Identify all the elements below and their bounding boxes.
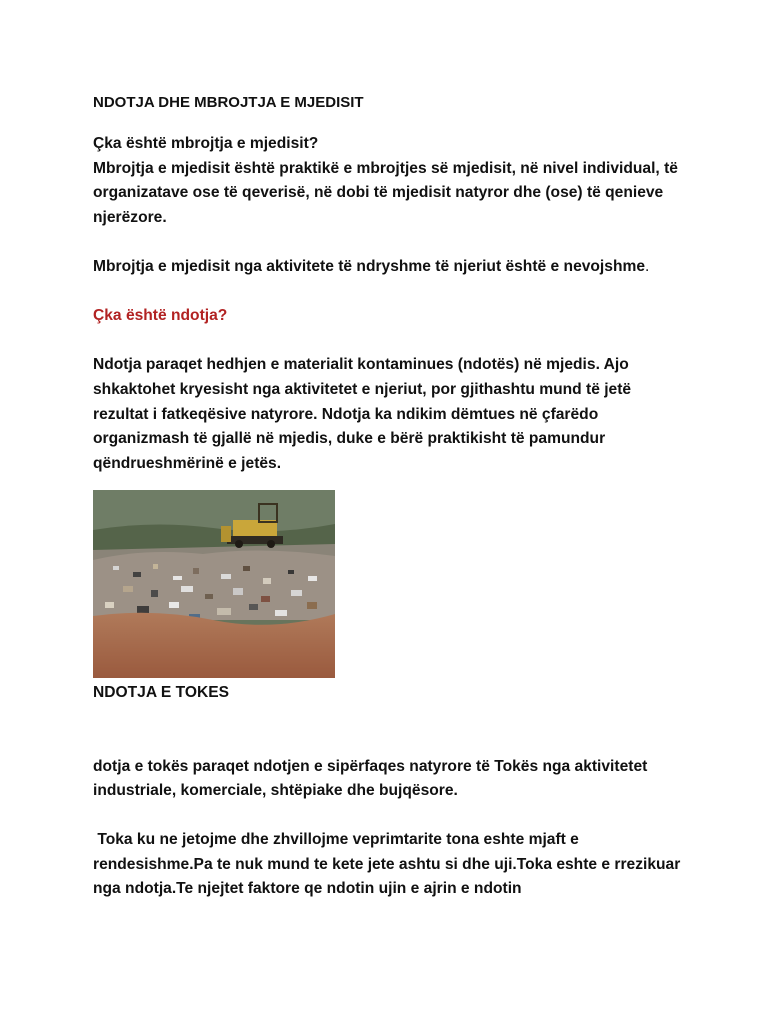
question-environment-protection: Çka është mbrojtja e mjedisit? [93,135,319,152]
paragraph-soil-pollution: dotja e tokës paraqet ndotjen e sipërfaqes natyrore të Tokës nga aktivitetet industriale, komerciale, shtëpiake dhe bujqësore. [93,757,648,800]
paragraph-pollution-definition: Ndotja paraqet hedhjen e materialit kontaminues (ndotës) në mjedis. Ajo shkaktohet kryesisht nga aktivitetet e njeriut, por gjithashtu mund të jetë rezultat i fatkeqësive natyrore. Ndotja ka ndikim dëmtues në çfarëdo organizmash të gjallë në mjedis, duke e bërë praktikisht të pamundur qëndrueshmërinë e jetës. [93,356,632,472]
spacer [93,705,683,730]
paragraph-necessity [93,255,683,280]
section-heading-soil-pollution: NDOTJA E TOKES [93,684,230,702]
question-pollution: Çka është ndotja? [93,307,228,325]
landfill-photo [93,490,335,678]
spacer [93,280,683,305]
spacer [93,730,683,755]
paragraph-necessity-text: Mbrojtja e mjedisit nga aktivitete të ndryshme të njeriut është e nevojshme [93,257,646,275]
spacer [93,804,683,829]
answer-environment-protection: Mbrojtja e mjedisit është praktikë e mbrojtjes së mjedisit, në nivel individual, të organizatave ose të qeverisë, në dobi të mjedisit natyror dhe (ose) të qenieve njerëzore. [93,159,678,226]
spacer [93,329,683,354]
document-page [93,92,683,902]
document-title: NDOTJA DHE MBROJTJA E MJEDISIT [93,94,364,111]
paragraph-necessity-period: . [645,257,650,275]
paragraph-soil-importance: Toka ku ne jetojme dhe zhvillojme veprimtarite tona eshte mjaft e rendesishme.Pa te nuk mund te kete jete ashtu si dhe uji.Toka eshte e rrezikuar nga ndotja.Te njejtet faktore qe ndotin ujin e ajrin e ndotin [93,831,685,898]
spacer [93,230,683,255]
